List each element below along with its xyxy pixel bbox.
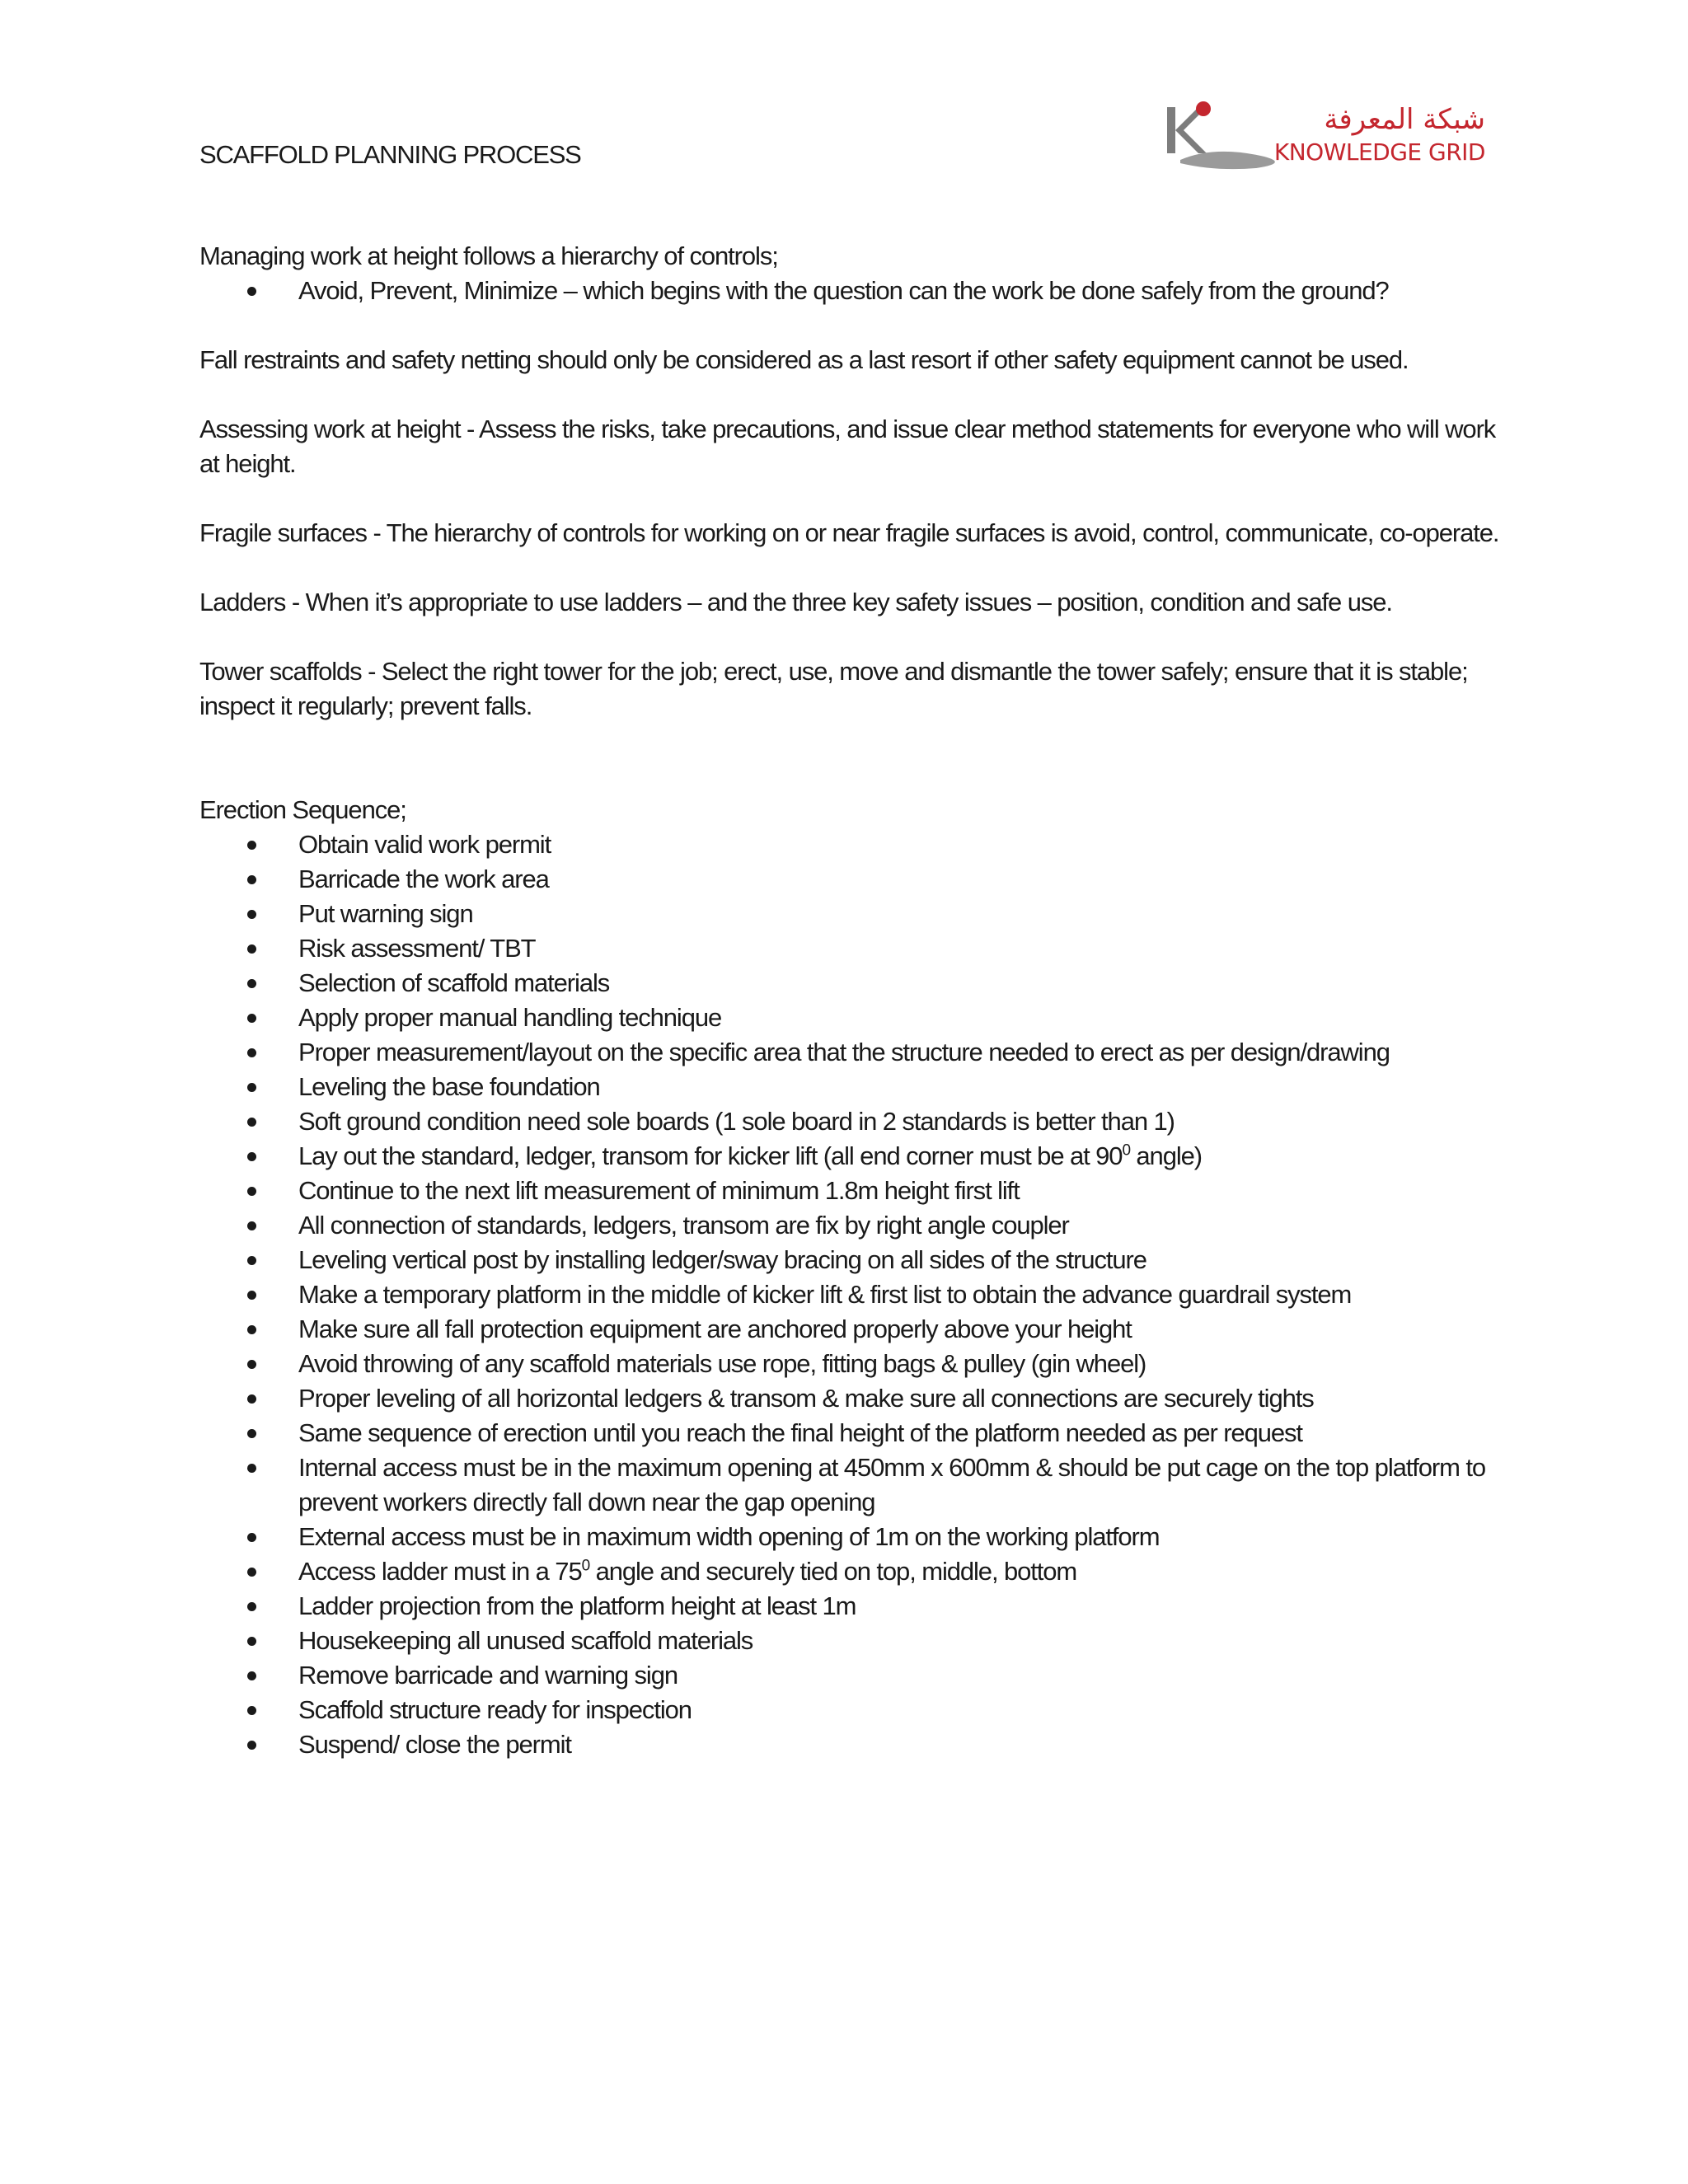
list-item bbox=[199, 1347, 1502, 1381]
list-item bbox=[199, 1381, 1502, 1416]
bullet-icon bbox=[247, 1602, 256, 1611]
list-item-text: Same sequence of erection until you reach the final height of the platform needed as per request bbox=[298, 1418, 1302, 1447]
list-item bbox=[199, 1693, 1502, 1727]
bullet-icon bbox=[247, 1741, 256, 1750]
list-item bbox=[199, 1208, 1502, 1243]
list-item-text: External access must be in maximum width opening of 1m on the working platform bbox=[298, 1522, 1160, 1551]
list-item bbox=[199, 274, 1502, 308]
list-item-text: Make a temporary platform in the middle of kicker lift & first list to obtain the advance guardrail system bbox=[298, 1280, 1352, 1309]
bullet-icon bbox=[247, 875, 256, 884]
list-item bbox=[199, 827, 1502, 862]
bullet-icon bbox=[247, 979, 256, 988]
bullet-icon bbox=[247, 1464, 256, 1473]
list-item bbox=[199, 897, 1502, 931]
list-item-text: All connection of standards, ledgers, transom are fix by right angle coupler bbox=[298, 1211, 1069, 1240]
list-item bbox=[199, 1001, 1502, 1035]
list-item bbox=[199, 1416, 1502, 1451]
list-item-text: Obtain valid work permit bbox=[298, 830, 551, 859]
list-item-text: Remove barricade and warning sign bbox=[298, 1661, 678, 1690]
list-item-text: Selection of scaffold materials bbox=[298, 968, 610, 997]
list-item bbox=[199, 1520, 1502, 1554]
list-item bbox=[199, 1277, 1502, 1312]
paragraph-ladders: Ladders - When it’s appropriate to use ladders – and the three key safety issues – position, condition and safe use. bbox=[199, 588, 1392, 616]
list-item bbox=[199, 1139, 1502, 1174]
bullet-icon bbox=[247, 1394, 256, 1404]
list-item-text: Leveling the base foundation bbox=[298, 1072, 600, 1101]
list-item bbox=[199, 862, 1502, 897]
list-item bbox=[199, 1104, 1502, 1139]
list-item-text: Continue to the next lift measurement of minimum 1.8m height first lift bbox=[298, 1176, 1020, 1205]
bullet-icon bbox=[247, 1221, 256, 1230]
bullet-icon bbox=[247, 287, 256, 296]
paragraph-assessing: Assessing work at height - Assess the risks, take precautions, and issue clear method statements for everyone who will work at height. bbox=[199, 415, 1496, 478]
bullet-icon bbox=[247, 1048, 256, 1057]
paragraph-fragile: Fragile surfaces - The hierarchy of controls for working on or near fragile surfaces is avoid, control, communicate, co-operate. bbox=[199, 518, 1499, 547]
bullet-icon bbox=[247, 1152, 256, 1161]
bullet-icon bbox=[247, 1291, 256, 1300]
intro-list bbox=[199, 274, 1502, 308]
list-item bbox=[199, 1451, 1502, 1520]
list-item-text: Suspend/ close the permit bbox=[298, 1730, 571, 1759]
bullet-icon bbox=[247, 1533, 256, 1542]
list-item-text: Internal access must be in the maximum opening at 450mm x 600mm & should be put cage on the top platform to prevent workers directly fall down near the gap opening bbox=[298, 1453, 1486, 1516]
logo-english-text: KNOWLEDGE GRID bbox=[1273, 138, 1485, 166]
bullet-icon bbox=[247, 1187, 256, 1196]
knowledge-grid-logo bbox=[1165, 92, 1487, 180]
list-item-text: Soft ground condition need sole boards (1 sole board in 2 standards is better than 1) bbox=[298, 1107, 1175, 1136]
list-item bbox=[199, 1035, 1502, 1070]
bullet-icon bbox=[247, 1325, 256, 1334]
bullet-icon bbox=[247, 1637, 256, 1646]
bullet-icon bbox=[247, 1360, 256, 1369]
bullet-icon bbox=[247, 1118, 256, 1127]
list-item bbox=[199, 1174, 1502, 1208]
erection-list bbox=[199, 827, 1502, 1762]
paragraph-fall-restraints: Fall restraints and safety netting should only be considered as a last resort if other safety equipment cannot be used. bbox=[199, 345, 1409, 374]
list-item-text: Ladder projection from the platform height at least 1m bbox=[298, 1591, 856, 1620]
bullet-icon bbox=[247, 910, 256, 919]
page-title: SCAFFOLD PLANNING PROCESS bbox=[199, 140, 581, 169]
list-item-text: Avoid, Prevent, Minimize – which begins with the question can the work be done safely from the ground? bbox=[298, 276, 1389, 305]
list-item-text: Leveling vertical post by installing ledger/sway bracing on all sides of the structure bbox=[298, 1245, 1146, 1274]
list-item-text-after: angle and securely tied on top, middle, bottom bbox=[589, 1557, 1077, 1586]
list-item bbox=[199, 1624, 1502, 1658]
list-item-text-before: Access ladder must in a 75 bbox=[298, 1557, 582, 1586]
list-item-text: Barricade the work area bbox=[298, 865, 549, 893]
bullet-icon bbox=[247, 1429, 256, 1438]
list-item bbox=[199, 1554, 1502, 1589]
bullet-icon bbox=[247, 841, 256, 850]
document-body bbox=[199, 239, 1502, 1762]
list-item-text: Proper measurement/layout on the specific area that the structure needed to erect as per design/drawing bbox=[298, 1038, 1390, 1066]
bullet-icon bbox=[247, 1083, 256, 1092]
list-item bbox=[199, 1070, 1502, 1104]
list-item-text: Apply proper manual handling technique bbox=[298, 1003, 722, 1032]
bullet-icon bbox=[247, 1671, 256, 1680]
list-item bbox=[199, 1589, 1502, 1624]
list-item-text-before: Lay out the standard, ledger, transom for kicker lift (all end corner must be at 90 bbox=[298, 1141, 1123, 1170]
paragraph-tower-scaffolds: Tower scaffolds - Select the right tower for the job; erect, use, move and dismantle the tower safely; ensure that it is stable; inspect it regularly; prevent falls. bbox=[199, 657, 1468, 720]
erection-heading: Erection Sequence; bbox=[199, 795, 406, 824]
bullet-icon bbox=[247, 944, 256, 954]
list-item-text-after: angle) bbox=[1129, 1141, 1202, 1170]
list-item-text: Avoid throwing of any scaffold materials use rope, fitting bags & pulley (gin wheel) bbox=[298, 1349, 1146, 1378]
list-item bbox=[199, 1658, 1502, 1693]
superscript-degree: 0 bbox=[1122, 1141, 1130, 1160]
list-item bbox=[199, 1312, 1502, 1347]
list-item-text: Proper leveling of all horizontal ledgers & transom & make sure all connections are securely tights bbox=[298, 1384, 1314, 1413]
bullet-icon bbox=[247, 1256, 256, 1265]
list-item-text: Housekeeping all unused scaffold materials bbox=[298, 1626, 753, 1655]
list-item-text: Put warning sign bbox=[298, 899, 473, 928]
bullet-icon bbox=[247, 1014, 256, 1023]
bullet-icon bbox=[247, 1706, 256, 1715]
list-item bbox=[199, 966, 1502, 1001]
list-item-text: Scaffold structure ready for inspection bbox=[298, 1695, 692, 1724]
logo-arabic-text: شبكة المعرفة bbox=[1324, 103, 1485, 136]
list-item bbox=[199, 1727, 1502, 1762]
bullet-icon bbox=[247, 1568, 256, 1577]
superscript-degree: 0 bbox=[581, 1557, 590, 1575]
list-item-text: Risk assessment/ TBT bbox=[298, 934, 536, 963]
list-item-text: Make sure all fall protection equipment are anchored properly above your height bbox=[298, 1315, 1132, 1343]
list-item bbox=[199, 1243, 1502, 1277]
list-item bbox=[199, 931, 1502, 966]
intro-lead: Managing work at height follows a hierarchy of controls; bbox=[199, 241, 778, 270]
